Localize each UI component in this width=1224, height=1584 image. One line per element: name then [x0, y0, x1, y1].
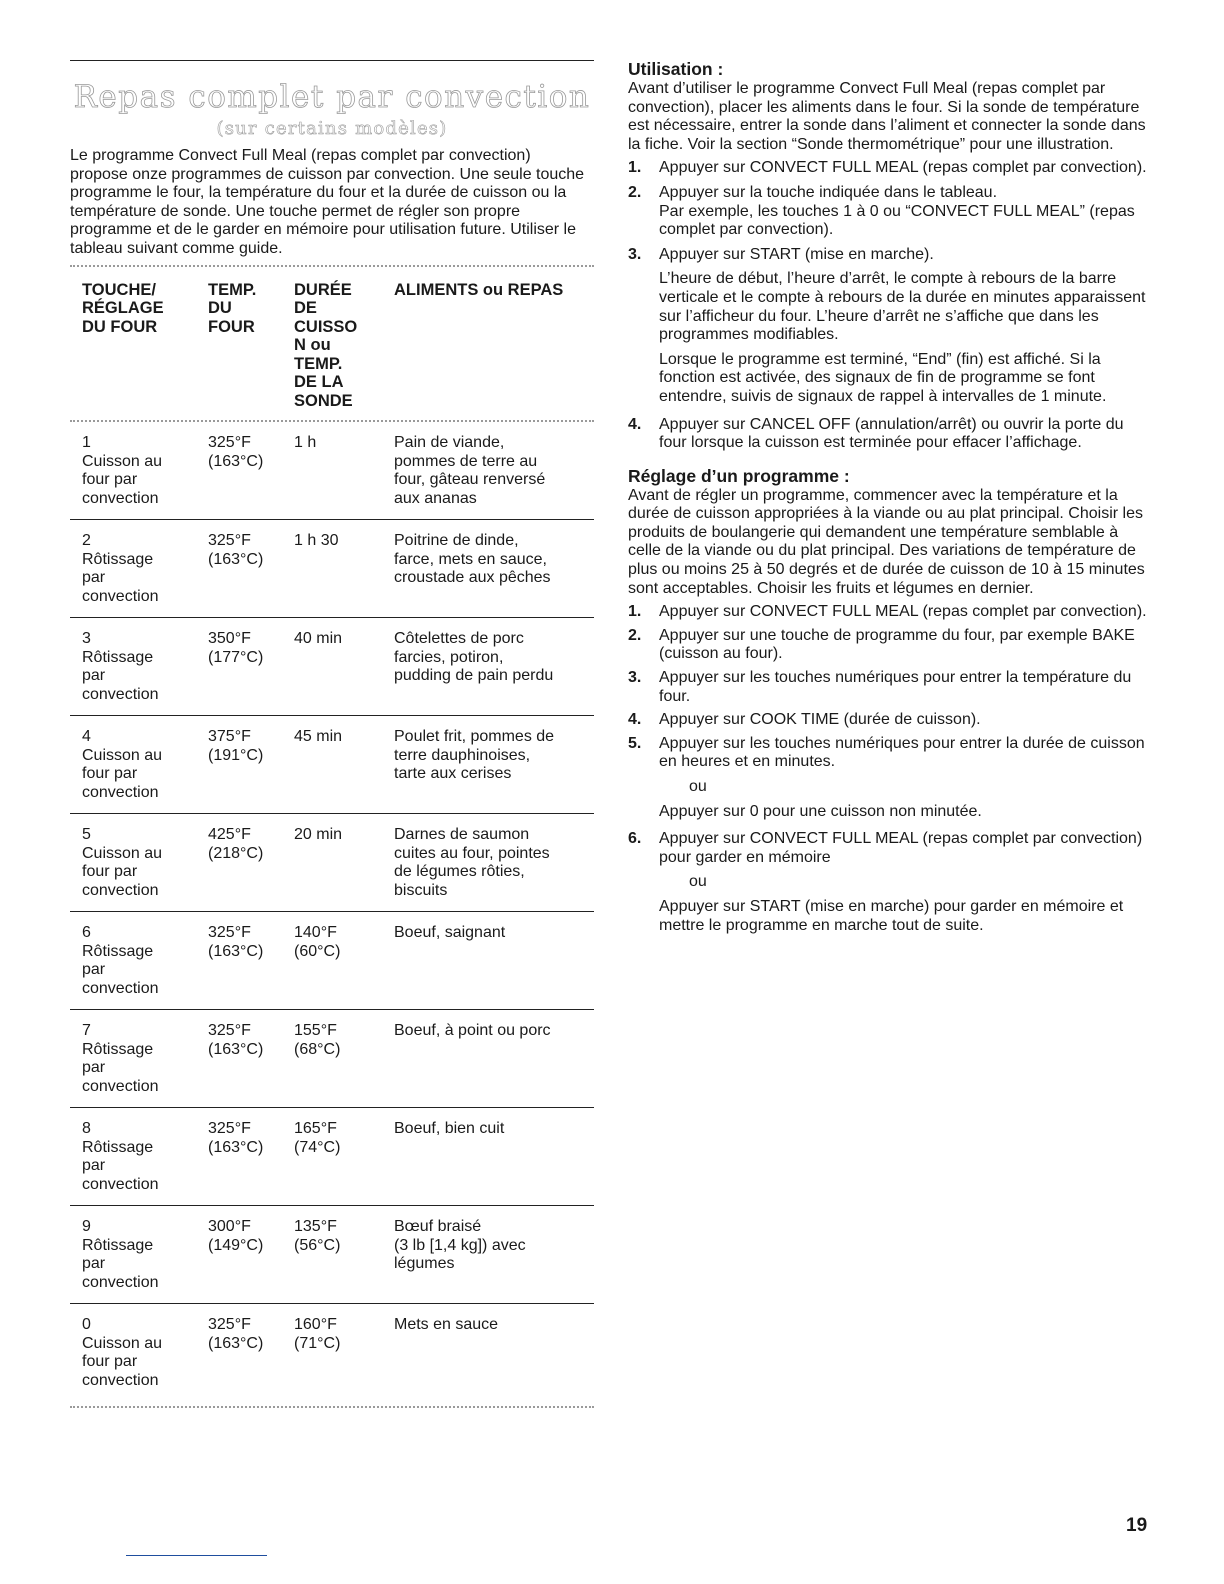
- reglage-intro: Avant de régler un programme, commencer avec la température et la durée de cuisson appropriées à la viande ou au plat principal. Choisir les produits de boulangerie qui demandent une température semblable à celle de la viande ou du plat principal. Des variations de température de plus ou moins 25 à 50 degrés et de durée de cuisson de 10 à 15 minutes sont acceptables. Choisir les fruits et légumes en dernier.: [628, 486, 1145, 597]
- cell-temp: 325°F (163°C): [208, 924, 264, 960]
- step-number: 5.: [628, 734, 642, 752]
- cell-duration: 140°F (60°C): [294, 924, 341, 960]
- header-touche: TOUCHE/ RÉGLAGE DU FOUR: [82, 280, 164, 336]
- step-text: Appuyer sur CONVECT FULL MEAL (repas complet par convection).: [659, 603, 1147, 621]
- step-text: Appuyer sur les touches numériques pour entrer la durée de cuisson en heures et en minutes.: [659, 734, 1145, 771]
- cell-food: Boeuf, saignant: [394, 924, 506, 942]
- step-alt: Appuyer sur 0 pour une cuisson non minutée.: [659, 802, 982, 820]
- cell-temp: 350°F (177°C): [208, 630, 264, 666]
- cell-key: 4 Cuisson au four par convection: [82, 728, 163, 801]
- step-number: 1.: [628, 159, 642, 177]
- cell-key: 2 Rôtissage par convection: [82, 532, 159, 605]
- step-text: Appuyer sur la touche indiquée dans le tableau.: [659, 183, 998, 201]
- reglage-step: [628, 735, 1153, 821]
- cell-key: 6 Rôtissage par convection: [82, 924, 159, 997]
- reglage-steps: [628, 603, 1153, 935]
- cell-duration: 45 min: [294, 728, 343, 746]
- utilisation-step: [628, 246, 1153, 407]
- footer-line: [126, 1555, 267, 1556]
- step-number: 1.: [628, 603, 642, 621]
- cell-duration: 20 min: [294, 826, 343, 844]
- table-row: [70, 519, 594, 617]
- step-text: Appuyer sur une touche de programme du four, par exemple BAKE (cuisson au four).: [659, 626, 1135, 663]
- table-row: [70, 911, 594, 1009]
- step-number: 3.: [628, 669, 642, 687]
- step-subtext: Lorsque le programme est terminé, “End” (fin) est affiché. Si la fonction est activée, des signaux de fin de programme se font entendre, suivis de signaux de rappel à intervalles de 1 minute.: [659, 350, 1107, 405]
- cell-temp: 300°F (149°C): [208, 1218, 264, 1254]
- cell-duration: 1 h: [294, 434, 317, 452]
- step-subtext: Par exemple, les touches 1 à 0 ou “CONVECT FULL MEAL” (repas complet par convection).: [659, 202, 1135, 239]
- cell-key: 1 Cuisson au four par convection: [82, 434, 163, 507]
- cell-duration: 1 h 30: [294, 532, 339, 550]
- cell-temp: 325°F (163°C): [208, 532, 264, 568]
- table-row: [70, 1303, 594, 1401]
- reglage-step: [628, 711, 1153, 730]
- step-text: Appuyer sur les touches numériques pour entrer la température du four.: [659, 669, 1132, 705]
- cell-duration: 135°F (56°C): [294, 1218, 341, 1254]
- cell-food: Bœuf braisé (3 lb [1,4 kg]) avec légumes: [394, 1218, 526, 1273]
- page-title: Repas complet par convection: [73, 79, 591, 115]
- utilisation-heading: Utilisation :: [628, 59, 724, 79]
- cell-food: Boeuf, à point ou porc: [394, 1022, 551, 1040]
- cell-duration: 165°F (74°C): [294, 1120, 341, 1156]
- page-subtitle: (sur certains modèles): [216, 118, 448, 139]
- step-number: 3.: [628, 245, 642, 263]
- cell-food: Boeuf, bien cuit: [394, 1120, 505, 1138]
- cell-duration: 160°F (71°C): [294, 1316, 341, 1352]
- cell-key: 5 Cuisson au four par convection: [82, 826, 163, 899]
- table-bottom-divider: [70, 1406, 594, 1408]
- table-row: [70, 1107, 594, 1205]
- step-number: 4.: [628, 415, 642, 433]
- step-or: ou: [689, 873, 707, 891]
- page-number: 19: [1126, 1515, 1148, 1536]
- reglage-step: [628, 603, 1153, 622]
- step-number: 4.: [628, 711, 642, 729]
- utilisation-steps: [628, 159, 1153, 452]
- step-text: Appuyer sur CANCEL OFF (annulation/arrêt) ou ouvrir la porte du four lorsque la cuisson est terminée pour effacer l’affichage.: [659, 415, 1124, 452]
- header-aliments: ALIMENTS ou REPAS: [394, 280, 564, 299]
- step-number: 6.: [628, 830, 642, 848]
- step-alt: Appuyer sur START (mise en marche) pour garder en mémoire et mettre le programme en marche tout de suite.: [659, 897, 1124, 934]
- table-row: [70, 1009, 594, 1107]
- reglage-heading: Réglage d’un programme :: [628, 465, 850, 486]
- left-column: [70, 60, 594, 1408]
- table-row: [70, 715, 594, 813]
- cell-temp: 325°F (163°C): [208, 1120, 264, 1156]
- utilisation-step: [628, 184, 1153, 240]
- header-duree: DURÉE DE CUISSO N ou TEMP. DE LA SONDE: [294, 280, 358, 410]
- step-subtext: L’heure de début, l’heure d’arrêt, le compte à rebours de la barre verticale et le compte à rebours de la durée en minutes apparaissent sur l’afficheur du four. L’heure d’arrêt ne s’affiche que dans les programmes modifiables.: [659, 270, 1146, 344]
- reglage-step: [628, 627, 1153, 664]
- utilisation-step: [628, 159, 1153, 178]
- cell-duration: 40 min: [294, 630, 343, 648]
- header-temp: TEMP. DU FOUR: [208, 280, 257, 336]
- step-number: 2.: [628, 626, 642, 644]
- cell-food: Darnes de saumon cuites au four, pointes de légumes rôties, biscuits: [394, 826, 550, 899]
- cell-temp: 425°F (218°C): [208, 826, 264, 862]
- cell-temp: 375°F (191°C): [208, 728, 264, 764]
- step-number: 2.: [628, 183, 642, 201]
- table-row: [70, 1205, 594, 1303]
- cell-key: 7 Rôtissage par convection: [82, 1022, 159, 1095]
- table-row: [70, 422, 594, 519]
- cell-food: Pain de viande, pommes de terre au four, gâteau renversé aux ananas: [394, 434, 546, 507]
- cell-key: 0 Cuisson au four par convection: [82, 1316, 163, 1389]
- intro-paragraph: Le programme Convect Full Meal (repas complet par convection) propose onze programmes de cuisson par convection. Une seule touche programme le four, la température du four et la durée de cuisson ou la température de sonde. Une touche permet de régler son propre programme et de le garder en mémoire pour utilisation future. Utiliser le tableau suivant comme guide.: [70, 147, 585, 257]
- table-row: [70, 813, 594, 911]
- cell-key: 8 Rôtissage par convection: [82, 1120, 159, 1193]
- cell-temp: 325°F (163°C): [208, 434, 264, 470]
- cell-temp: 325°F (163°C): [208, 1316, 264, 1352]
- cell-food: Mets en sauce: [394, 1316, 499, 1334]
- right-column: [628, 58, 1153, 935]
- step-text: Appuyer sur START (mise en marche).: [659, 245, 934, 263]
- cell-duration: 155°F (68°C): [294, 1022, 341, 1058]
- table-header-row: [70, 267, 594, 421]
- cell-food: Poulet frit, pommes de terre dauphinoises, tarte aux cerises: [394, 728, 555, 783]
- top-rule: [70, 60, 594, 61]
- cell-key: 9 Rôtissage par convection: [82, 1218, 159, 1291]
- table-body: [70, 422, 594, 1401]
- utilisation-step: [628, 416, 1153, 453]
- table-row: [70, 617, 594, 715]
- step-text: Appuyer sur CONVECT FULL MEAL (repas complet par convection) pour garder en mémoire: [659, 830, 1143, 866]
- cell-food: Poitrine de dinde, farce, mets en sauce, croustade aux pêches: [394, 532, 551, 587]
- utilisation-intro: Avant d’utiliser le programme Convect Full Meal (repas complet par convection), placer les aliments dans le four. Si la sonde de température est nécessaire, entrer la sonde dans l’aliment et connecter la sonde dans la fiche. Voir la section “Sonde thermométrique” pour une illustration.: [628, 80, 1146, 153]
- reglage-step: [628, 830, 1153, 935]
- cell-key: 3 Rôtissage par convection: [82, 630, 159, 703]
- cell-food: Côtelettes de porc farcies, potiron, pudding de pain perdu: [394, 630, 554, 685]
- step-text: Appuyer sur CONVECT FULL MEAL (repas complet par convection).: [659, 159, 1147, 177]
- cell-temp: 325°F (163°C): [208, 1022, 264, 1058]
- step-or: ou: [689, 778, 707, 795]
- step-text: Appuyer sur COOK TIME (durée de cuisson).: [659, 711, 981, 729]
- reglage-step: [628, 669, 1153, 706]
